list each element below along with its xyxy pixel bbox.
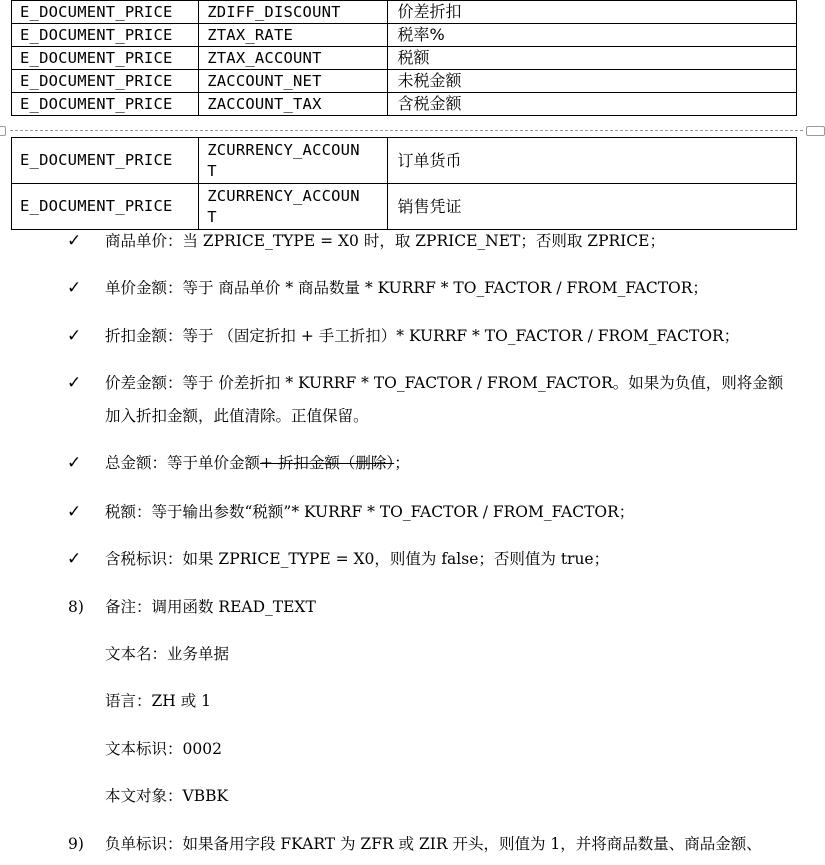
table-row xyxy=(12,47,797,70)
structure-cell: E_DOCUMENT_PRICE xyxy=(12,24,199,47)
total-amount-text: 总金额：等于单价金额 xyxy=(105,454,261,472)
bullet-unit-price: 商品单价：当 ZPRICE_TYPE = X0 时，取 ZPRICE_NET；否则取 ZPRICE； xyxy=(105,232,665,250)
field-part-a: ZCURRENCY_ACCOUN xyxy=(207,140,360,159)
table-row xyxy=(12,24,797,47)
field-cell: ZDIFF_DISCOUNT xyxy=(199,1,388,24)
field-cell: ZACCOUNT_TAX xyxy=(199,93,388,116)
page-break-right-handle xyxy=(806,126,825,136)
structure-cell: E_DOCUMENT_PRICE xyxy=(12,70,199,93)
price-fields-table xyxy=(11,0,797,116)
structure-cell: E_DOCUMENT_PRICE xyxy=(12,138,199,184)
checkmark-icon: ✓ xyxy=(67,549,82,569)
checkmark-icon: ✓ xyxy=(67,231,82,251)
page-break-left-handle xyxy=(0,126,6,136)
structure-cell: E_DOCUMENT_PRICE xyxy=(12,1,199,24)
field-part-b: T xyxy=(207,161,217,180)
field-cell xyxy=(199,138,388,184)
description-cell: 订单货币 xyxy=(388,138,797,184)
field-part-b: T xyxy=(207,207,217,226)
remark-title: 备注：调用函数 READ_TEXT xyxy=(105,598,316,616)
bullet-diff-amount-cont: 加入折扣金额，此值清除。正值保留。 xyxy=(105,407,369,425)
bullet-tax-flag: 含税标识：如果 ZPRICE_TYPE = X0，则值为 false；否则值为 true； xyxy=(105,550,610,568)
description-cell: 未税金额 xyxy=(388,70,797,93)
negative-flag-text: 负单标识：如果备用字段 FKART 为 ZFR 或 ZIR 开头，则值为 1，并将商品数量、商品金额、 xyxy=(105,835,762,853)
table-row xyxy=(12,1,797,24)
bullet-tax-amount: 税额：等于输出参数“税额”* KURRF * TO_FACTOR / FROM_FACTOR； xyxy=(105,503,635,521)
text-id: 文本标识：0002 xyxy=(105,740,222,758)
deleted-text: + 折扣金额（删除） xyxy=(260,454,395,472)
description-cell: 销售凭证 xyxy=(388,184,797,230)
field-cell xyxy=(199,184,388,230)
field-cell: ZTAX_ACCOUNT xyxy=(199,47,388,70)
description-cell: 税率% xyxy=(388,24,797,47)
field-cell: ZTAX_RATE xyxy=(199,24,388,47)
description-cell: 税额 xyxy=(388,47,797,70)
checkmark-icon: ✓ xyxy=(67,373,82,393)
text-object: 本文对象：VBBK xyxy=(105,787,229,805)
page-break-marker xyxy=(0,125,825,137)
bullet-total-amount xyxy=(105,447,815,480)
checkmark-icon: ✓ xyxy=(67,502,82,522)
structure-cell: E_DOCUMENT_PRICE xyxy=(12,93,199,116)
page-break-line xyxy=(10,130,803,131)
currency-fields-table xyxy=(11,137,797,230)
field-cell: ZACCOUNT_NET xyxy=(199,70,388,93)
description-cell: 价差折扣 xyxy=(388,1,797,24)
table-row xyxy=(12,184,797,230)
bullet-discount-amount: 折扣金额：等于 （固定折扣 + 手工折扣）* KURRF * TO_FACTOR / FROM_FACTOR； xyxy=(105,327,740,345)
item-number: 8) xyxy=(68,598,84,616)
structure-cell: E_DOCUMENT_PRICE xyxy=(12,184,199,230)
table-row xyxy=(12,93,797,116)
bullet-price-amount: 单价金额：等于 商品单价 * 商品数量 * KURRF * TO_FACTOR / FROM_FACTOR； xyxy=(105,279,708,297)
item-number: 9) xyxy=(68,835,84,853)
bullet-diff-amount: 价差金额：等于 价差折扣 * KURRF * TO_FACTOR / FROM_FACTOR。如果为负值，则将金额 xyxy=(105,374,784,392)
language: 语言：ZH 或 1 xyxy=(105,692,212,710)
checkmark-icon: ✓ xyxy=(67,278,82,298)
field-part-a: ZCURRENCY_ACCOUN xyxy=(207,186,360,205)
checkmark-icon: ✓ xyxy=(67,453,82,473)
structure-cell: E_DOCUMENT_PRICE xyxy=(12,47,199,70)
checkmark-icon: ✓ xyxy=(67,326,82,346)
description-cell: 含税金额 xyxy=(388,93,797,116)
text-name: 文本名：业务单据 xyxy=(105,645,230,663)
table-row xyxy=(12,138,797,184)
table-row xyxy=(12,70,797,93)
total-amount-end: ； xyxy=(394,454,410,472)
